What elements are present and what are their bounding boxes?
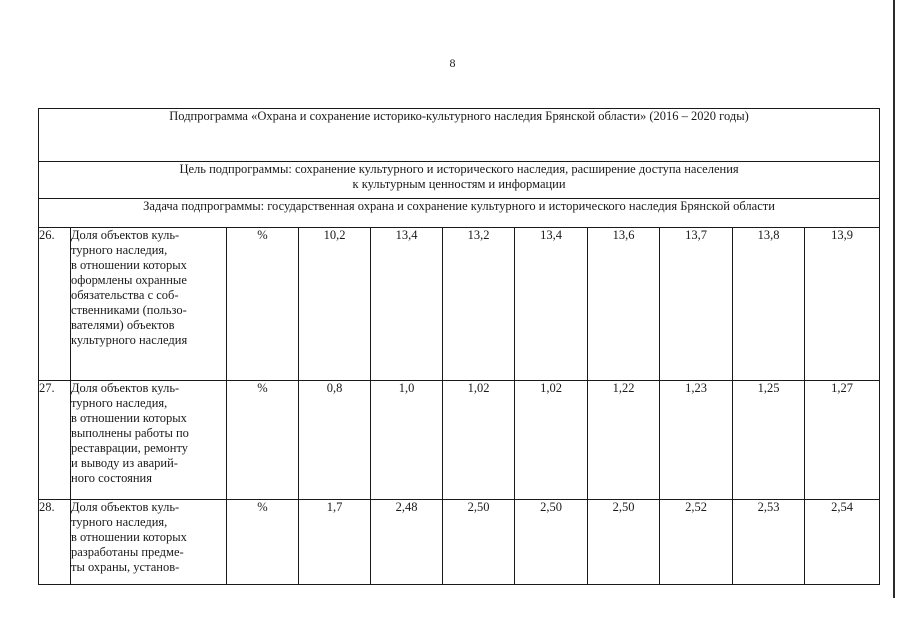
indicator-name-line: турного наследия, <box>71 243 168 257</box>
value-cell: 2,52 <box>660 500 733 585</box>
indicators-table <box>38 108 880 585</box>
value-cell: 13,9 <box>805 228 880 381</box>
subprogram-goal <box>39 162 880 199</box>
row-number: 28. <box>39 500 71 585</box>
goal-line: Цель подпрограммы: сохранение культурного и исторического наследия, расширение доступа населения <box>179 162 739 176</box>
value-cell: 1,22 <box>588 381 660 500</box>
indicator-name-line: в отношении которых <box>71 411 187 425</box>
unit-cell: % <box>227 381 299 500</box>
value-cell: 2,50 <box>515 500 588 585</box>
indicator-name <box>71 500 227 585</box>
value-cell: 13,4 <box>371 228 443 381</box>
value-cell: 1,25 <box>733 381 805 500</box>
indicator-name-line: Доля объектов куль- <box>71 228 180 242</box>
value-cell: 13,8 <box>733 228 805 381</box>
value-cell: 1,02 <box>515 381 588 500</box>
unit-cell: % <box>227 500 299 585</box>
indicator-name-line: реставрации, ремонту <box>71 441 189 455</box>
indicator-name-line: Доля объектов куль- <box>71 500 180 514</box>
value-cell: 1,27 <box>805 381 880 500</box>
indicator-name-line: турного наследия, <box>71 396 168 410</box>
row-number: 27. <box>39 381 71 500</box>
indicator-name-line: турного наследия, <box>71 515 168 529</box>
value-cell: 1,23 <box>660 381 733 500</box>
value-cell: 1,7 <box>299 500 371 585</box>
value-cell: 13,2 <box>443 228 515 381</box>
subprogram-task: Задача подпрограммы: государственная охрана и сохранение культурного и исторического наследия Брянской области <box>39 199 880 228</box>
goal-line: к культурным ценностям и информации <box>352 177 566 191</box>
indicator-name-line: ного состояния <box>71 471 152 485</box>
value-cell: 2,50 <box>588 500 660 585</box>
goal-row <box>39 162 880 199</box>
indicator-name-line: культурного наследия <box>71 333 188 347</box>
indicator-name-line: разработаны предме- <box>71 545 184 559</box>
value-cell: 2,54 <box>805 500 880 585</box>
value-cell: 2,50 <box>443 500 515 585</box>
indicator-name-line: выполнены работы по <box>71 426 189 440</box>
page-number: 8 <box>449 56 456 70</box>
indicator-name-line: в отношении которых <box>71 530 187 544</box>
value-cell: 10,2 <box>299 228 371 381</box>
indicator-name <box>71 381 227 500</box>
task-row <box>39 199 880 228</box>
subprogram-title-row <box>39 109 880 162</box>
value-cell: 1,02 <box>443 381 515 500</box>
indicator-name-line: Доля объектов куль- <box>71 381 180 395</box>
indicator-name-line: обязательства с соб- <box>71 288 179 302</box>
value-cell: 13,7 <box>660 228 733 381</box>
value-cell: 1,0 <box>371 381 443 500</box>
row-number: 26. <box>39 228 71 381</box>
value-cell: 2,48 <box>371 500 443 585</box>
value-cell: 13,4 <box>515 228 588 381</box>
value-cell: 13,6 <box>588 228 660 381</box>
value-cell: 2,53 <box>733 500 805 585</box>
unit-cell: % <box>227 228 299 381</box>
indicator-name-line: ственниками (пользо- <box>71 303 187 317</box>
value-cell: 0,8 <box>299 381 371 500</box>
indicator-name-line: и выводу из аварий- <box>71 456 178 470</box>
table-row <box>39 500 880 585</box>
subprogram-title: Подпрограмма «Охрана и сохранение историко-культурного наследия Брянской области» (2016 – 2020 годы) <box>39 109 880 162</box>
table-row <box>39 228 880 381</box>
indicator-name-line: ты охраны, установ- <box>71 560 180 574</box>
indicator-name-line: вателями) объектов <box>71 318 175 332</box>
indicator-name-line: оформлены охранные <box>71 273 187 287</box>
table-row <box>39 381 880 500</box>
indicator-name-line: в отношении которых <box>71 258 187 272</box>
indicator-name <box>71 228 227 381</box>
scan-edge-line <box>893 0 895 598</box>
